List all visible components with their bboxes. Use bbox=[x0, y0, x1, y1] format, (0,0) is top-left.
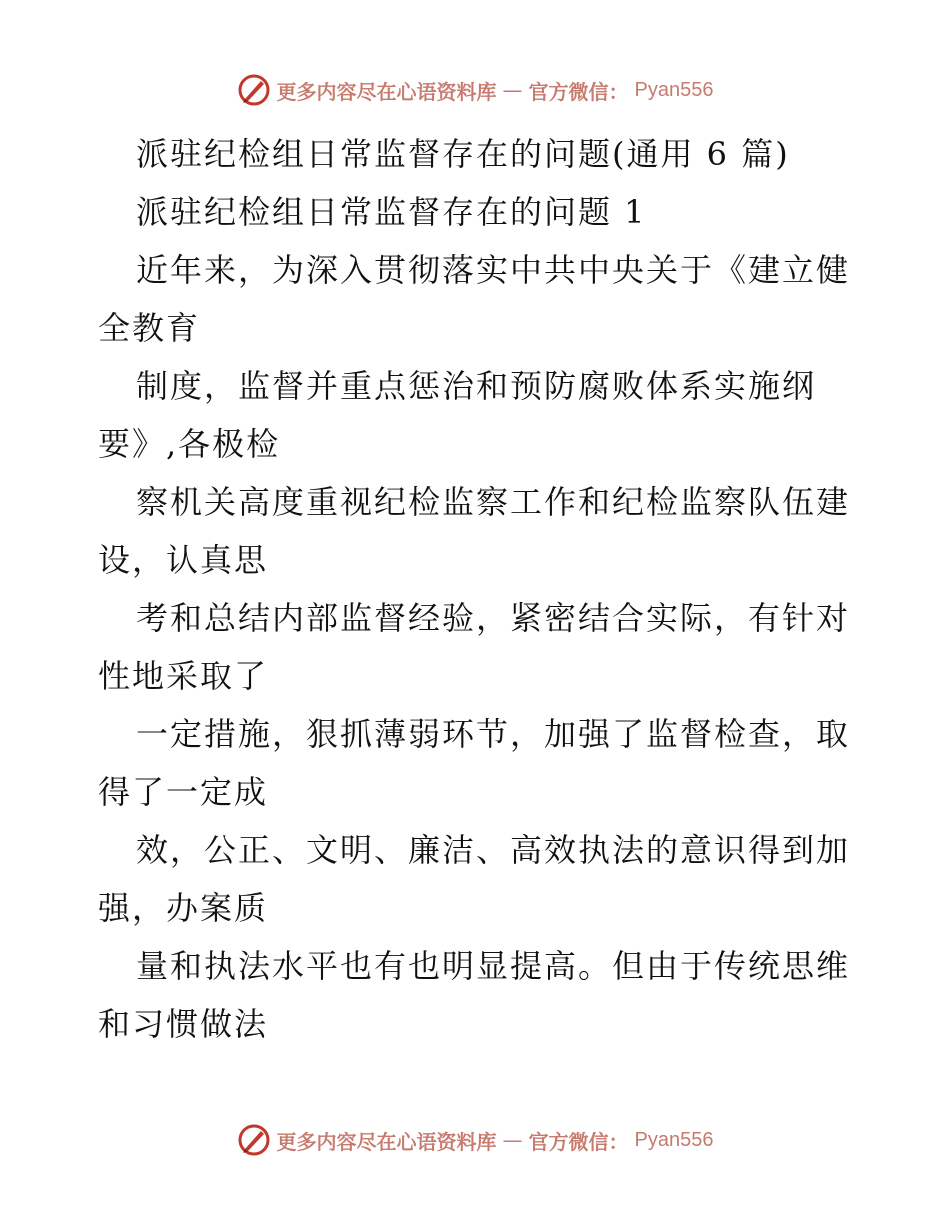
paragraph-line: 考和总结内部监督经验，紧密结合实际，有针对 bbox=[136, 599, 851, 637]
paragraph-line: 全教育 bbox=[98, 309, 201, 347]
quill-pen-logo-icon bbox=[237, 73, 271, 107]
paragraph-line: 量和执法水平也有也明显提高。但由于传统思维 bbox=[136, 947, 851, 985]
paragraph-line: 一定措施，狠抓薄弱环节，加强了监督检查，取 bbox=[136, 715, 851, 753]
paragraph-line: 强，办案质 bbox=[98, 889, 269, 927]
paragraph-line: 近年来，为深入贯彻落实中共中央关于《建立健 bbox=[136, 251, 851, 289]
banner-dash: — bbox=[502, 1128, 523, 1152]
paragraph-line: 察机关高度重视纪检监察工作和纪检监察队伍建 bbox=[136, 483, 851, 521]
section-heading: 派驻纪检组日常监督存在的问题 1 bbox=[136, 193, 647, 231]
paragraph-line: 要》,各极检 bbox=[98, 425, 281, 463]
wechat-handle: Pyan556 bbox=[634, 78, 714, 101]
brand-name: 更多内容尽在心语资料库 bbox=[276, 79, 497, 104]
paragraph-line: 制度，监督并重点惩治和预防腐败体系实施纲 bbox=[136, 367, 817, 405]
document-title: 派驻纪检组日常监督存在的问题(通用 6 篇) bbox=[136, 135, 790, 173]
paragraph-line: 性地采取了 bbox=[98, 657, 269, 695]
brand-name: 更多内容尽在心语资料库 bbox=[276, 1129, 497, 1154]
quill-pen-logo-icon bbox=[237, 1123, 271, 1157]
document-body bbox=[98, 125, 858, 1053]
paragraph-line: 和习惯做法 bbox=[98, 1005, 269, 1043]
paragraph-line: 效，公正、文明、廉洁、高效执法的意识得到加 bbox=[136, 831, 851, 869]
header-watermark bbox=[0, 70, 950, 110]
wechat-handle: Pyan556 bbox=[634, 1128, 714, 1151]
paragraph-line: 设，认真思 bbox=[98, 541, 269, 579]
banner-dash: — bbox=[502, 78, 523, 102]
paragraph-line: 得了一定成 bbox=[98, 773, 269, 811]
official-wechat-label: 官方微信： bbox=[528, 79, 629, 104]
official-wechat-label: 官方微信： bbox=[528, 1129, 629, 1154]
footer-watermark bbox=[0, 1120, 950, 1160]
